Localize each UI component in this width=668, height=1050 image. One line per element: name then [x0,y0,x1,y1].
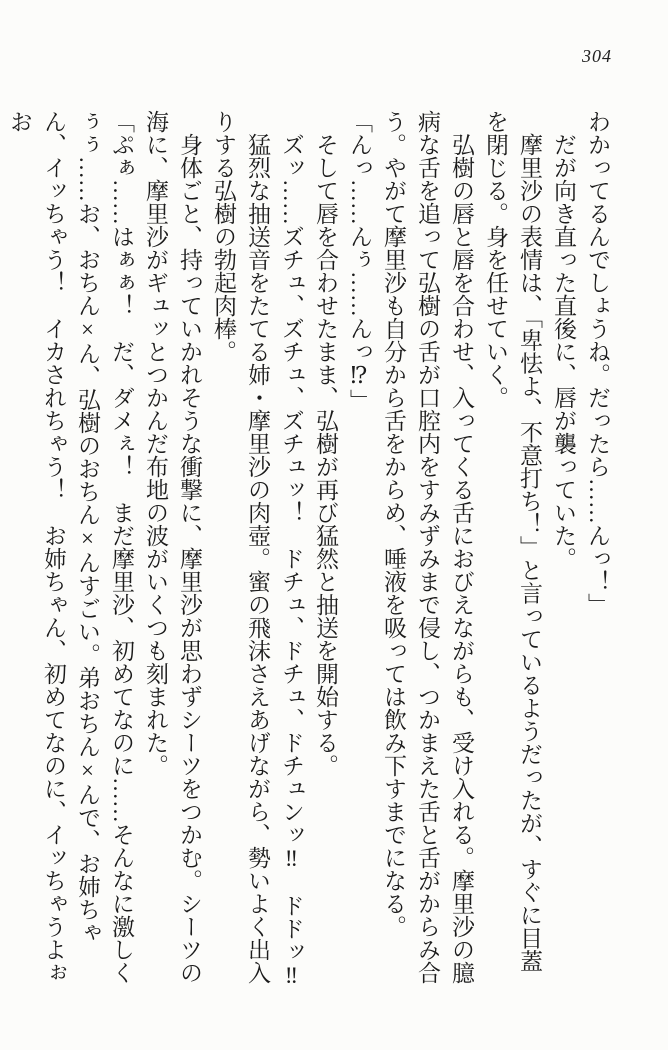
paragraph: 弘樹の唇と唇を合わせ、入ってくる舌におびえながらも、受け入れる。摩里沙の臆病な舌を追って弘樹の舌が口腔内をすみずみまで侵し、つかまえた舌と舌がからみ合う。やがて摩里沙も自分から舌をからめ、唾液を吸っては飲み下すまでになる。 [381,110,474,984]
paragraph: そして唇を合わせたまま、弘樹が再び猛然と抽送を開始する。 [313,133,338,777]
paragraph: 摩里沙の表情は、「卑怯よ、不意打ち！」と言っているようだったが、すぐに目蓋を閉じる。身を任せていく。 [483,110,542,973]
paragraph: 身体ごと、持っていかれそうな衝撃に、摩里沙が思わずシーツをつかむ。シーツの海に、摩里沙がギュッとつかんだ布地の波がいくつも刻まれた。 [143,110,202,984]
paragraph: わかってるんでしょうね。だったら……んっ！」 [585,110,610,616]
paragraph: 「んっ……んぅ……んっ⁉」 [347,110,372,412]
page-number: 304 [582,46,612,66]
paragraph: だが向き直った直後に、唇が襲っていた。 [551,133,576,570]
text-block [2,110,614,988]
paragraph: 「ぷぁ……はぁぁ！ だ、ダメぇ！ まだ摩里沙、初めてなのに……そんなに激しくぅぅ……お、おちん×ん、弘樹のおちん×んすごい。弟おちん×んで、お姉ちゃん、イッちゃう！ イカされちゃう！ お姉ちゃん、初めてなのに、イッちゃうよぉお [7,110,134,984]
paragraph: 猛烈な抽送音をたてる姉・摩里沙の肉壺。蜜の飛沫さえあげながら、勢いよく出入りする弘樹の勃起肉棒。 [211,110,270,984]
paragraph: ズッ……ズチュ、ズチュ、ズチュッ！ ドチュ、ドチュ、ドチュンッ‼ ドドッ‼ [279,133,304,988]
